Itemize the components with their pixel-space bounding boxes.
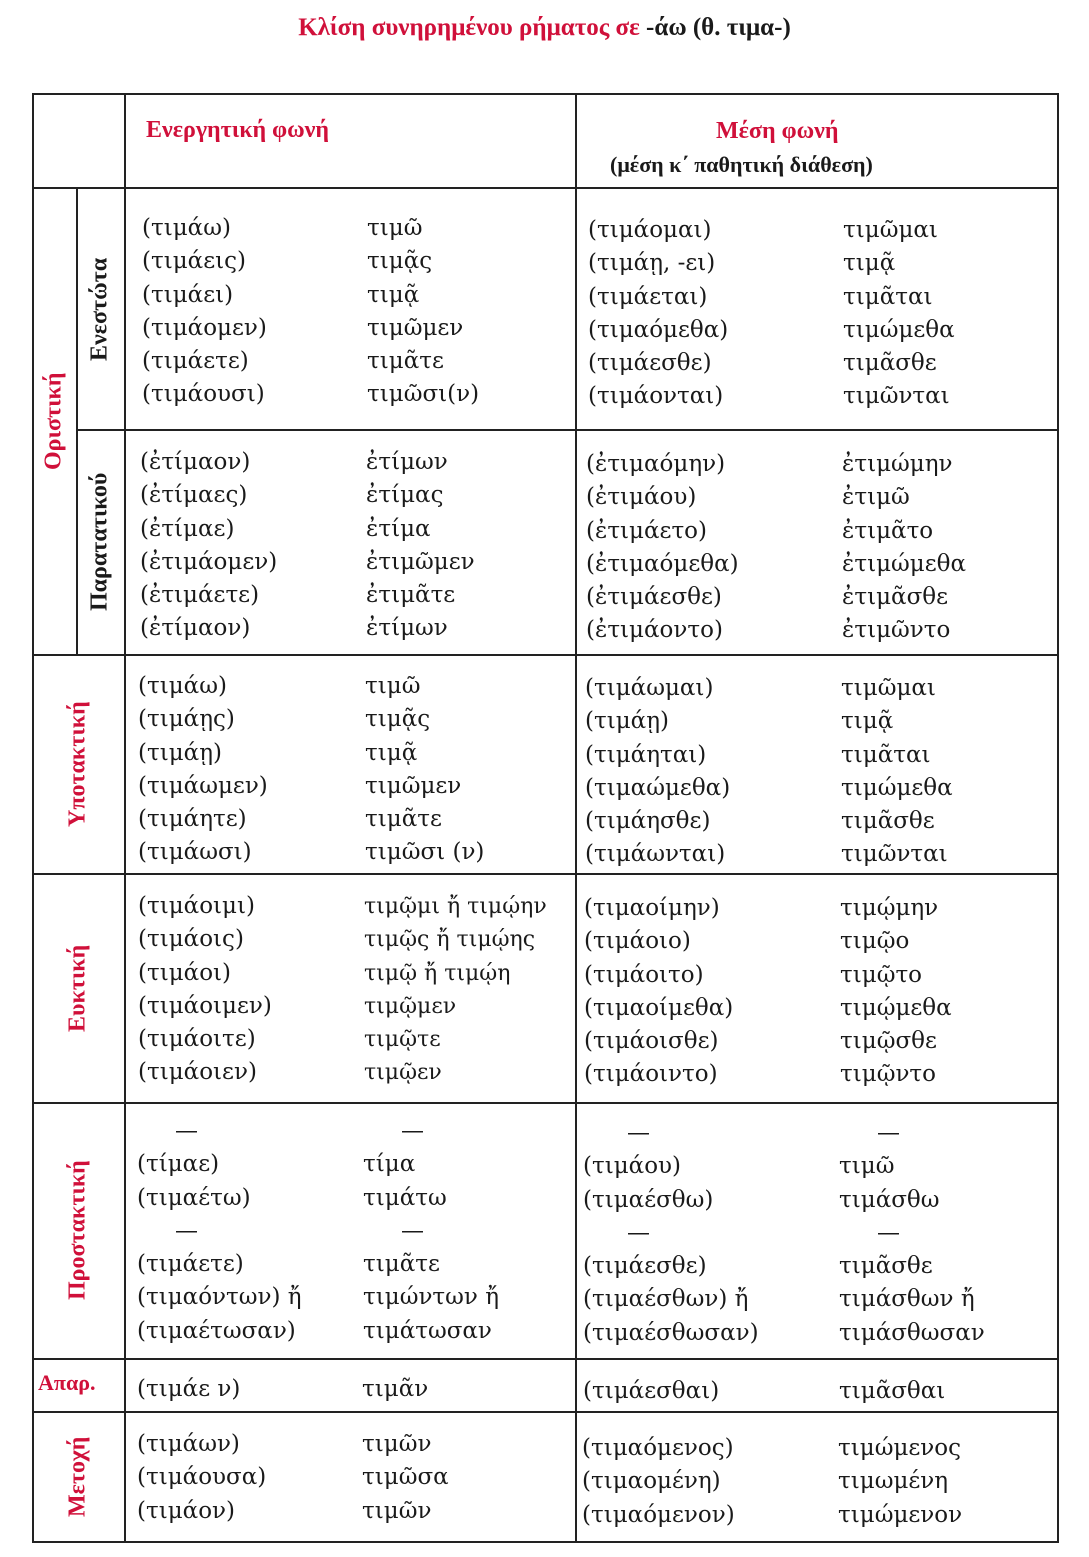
list-item: (τιμαοίμεθα): [584, 994, 734, 1021]
list-item: τιμάσθων ἤ: [839, 1286, 975, 1313]
present-middle-contracted: [843, 214, 955, 414]
list-item: ἐτιμώμεθα: [842, 550, 967, 577]
list-item: (τιμάοιμεν): [138, 992, 272, 1019]
list-item: τιμῷεν: [364, 1060, 442, 1086]
list-item: (τιμάῃ): [138, 739, 222, 766]
list-item: ἐτιμώμην: [842, 451, 953, 477]
list-item: τιμάτω: [363, 1184, 447, 1211]
list-item: ἐτιμῶ: [842, 484, 910, 511]
list-item: τιμῷτο: [840, 961, 923, 988]
subjunctive-active-contracted: [365, 670, 484, 870]
list-item: (τιμάωμαι): [585, 675, 714, 701]
list-item: τιμᾶτε: [365, 806, 442, 833]
imperative-active-full: [137, 1115, 302, 1348]
list-item: (τιμάετε): [137, 1251, 244, 1278]
list-item: τιμῷμι ἤ τιμῴην: [364, 894, 547, 919]
list-item: τιμᾷ: [367, 281, 420, 308]
list-item: τιμᾶται: [841, 741, 931, 768]
list-item: (τιμαέσθωσαν): [583, 1319, 759, 1346]
list-item: (τιμάῃ): [585, 708, 669, 735]
list-item: τιμῷμεν: [364, 993, 457, 1019]
label-participle: Μετοχή: [64, 1436, 91, 1517]
list-item: (τιμάε ν): [137, 1376, 241, 1402]
list-item: (τιμάονται): [588, 383, 724, 410]
list-item: τιμάσθωσαν: [839, 1319, 985, 1346]
list-item: τιμώμεθα: [841, 774, 953, 801]
list-item: τιμῴμεθα: [840, 994, 952, 1021]
list-item: (τιμάουσι): [142, 381, 265, 408]
infinitive-active-contracted: [362, 1373, 428, 1406]
list-item: (τιμάεσθε): [583, 1253, 707, 1280]
optative-middle-contracted: [840, 892, 952, 1092]
list-item: (τιμαώμεθα): [585, 774, 731, 801]
list-item: τιμῷσθε: [840, 1028, 937, 1055]
list-item: τιμῶμαι: [841, 675, 936, 701]
list-item: (τιμάῃς): [138, 706, 235, 733]
list-item: (τιμαόμεθα): [588, 316, 729, 343]
list-item: (τιμάεσθε): [588, 350, 712, 377]
list-item: (τιμάησθε): [585, 808, 711, 835]
list-item: (τιμάητε): [138, 806, 247, 833]
list-item: (τιμάει): [142, 281, 234, 308]
list-item: (τιμάωνται): [585, 841, 726, 868]
list-item: τιμῷντο: [840, 1061, 936, 1088]
list-item: (τιμάοισθε): [584, 1028, 719, 1055]
label-indicative: Οριστική: [40, 372, 67, 470]
imperfect-middle-contracted: [842, 448, 966, 648]
imperfect-middle-full: [586, 448, 739, 648]
subjunctive-active-full: [138, 670, 268, 870]
list-item: τιμῶν: [362, 1431, 432, 1457]
list-item: τιμᾶσθαι: [839, 1378, 946, 1404]
list-item: (τιμαέσθων) ἤ: [583, 1286, 749, 1313]
list-item: τιμᾶσθε: [841, 808, 935, 835]
list-item: (τιμάοιεν): [138, 1059, 257, 1086]
list-item: (τιμάω): [142, 215, 231, 241]
imperative-middle-full: [583, 1117, 759, 1350]
list-item: (τίμαε): [137, 1151, 220, 1178]
list-item: ἐτιμᾶτο: [842, 517, 934, 544]
imperative-active-contracted: [363, 1115, 499, 1348]
list-item: τιμώντων ἤ: [363, 1284, 499, 1311]
list-item: (ἐτιμάετο): [586, 517, 707, 544]
dash: —: [401, 1118, 424, 1144]
list-item: (τιμαέτω): [137, 1184, 251, 1211]
infinitive-middle-contracted: [839, 1375, 945, 1408]
list-item: τιμῶσι (ν): [365, 839, 485, 866]
list-item: (ἐτιμαόμεθα): [586, 550, 739, 577]
list-item: ἐτίμα: [366, 515, 431, 542]
list-item: τιμᾷ: [365, 739, 418, 766]
list-item: τιμῶ: [365, 673, 421, 699]
title-ending: -άω (θ. τιμα-): [646, 14, 791, 41]
list-item: ἐτίμας: [366, 482, 444, 509]
list-item: τιμῶμεν: [367, 314, 464, 341]
list-item: (ἐτίμαον): [140, 449, 251, 475]
list-item: τιμᾷς: [367, 248, 433, 275]
list-item: τιμῷο: [840, 928, 910, 955]
list-item: τιμῴμην: [840, 895, 939, 921]
list-item: (τιμαομένη): [582, 1468, 721, 1495]
label-imperative: Προστακτική: [64, 1160, 91, 1301]
list-item: τιμώμενον: [838, 1501, 963, 1528]
list-item: (τιμάομαι): [588, 217, 712, 243]
list-item: (ἐτιμαόμην): [586, 451, 726, 477]
list-item: τιμώμενος: [838, 1435, 962, 1461]
optative-middle-full: [584, 892, 733, 1092]
list-item: (τιμάομεν): [142, 314, 267, 341]
dash: —: [877, 1219, 900, 1246]
list-item: τιμᾷ: [843, 250, 896, 277]
list-item: τιμῷ ἤ τιμῴη: [364, 960, 511, 986]
dash: —: [877, 1120, 900, 1146]
label-subjunctive: Υποτακτική: [64, 701, 91, 827]
list-item: (ἐτίμαες): [140, 482, 248, 509]
list-item: τιμῶ: [367, 215, 423, 241]
list-item: τιμᾶται: [843, 283, 933, 310]
label-present: Ενεστώτα: [86, 257, 113, 361]
list-item: (τιμάετε): [142, 348, 249, 375]
imperative-middle-contracted: [839, 1117, 985, 1350]
list-item: τιμῶνται: [843, 383, 950, 410]
participle-middle-contracted: [838, 1432, 962, 1532]
list-item: (ἐτίμαε): [140, 515, 235, 542]
list-item: τιμῷς ἤ τιμῴης: [364, 927, 536, 953]
list-item: τιμᾶτε: [367, 348, 444, 375]
list-item: (τιμάοιτε): [138, 1026, 256, 1053]
list-item: (τιμαόμενος): [582, 1435, 734, 1461]
present-active-full: [142, 212, 267, 412]
active-voice-header: Ενεργητική φωνή: [146, 117, 330, 143]
list-item: (ἐτιμάομεν): [140, 548, 278, 575]
list-item: (τιμάηται): [585, 741, 707, 768]
subjunctive-middle-full: [585, 672, 730, 872]
list-item: (τιμάοιτο): [584, 961, 704, 988]
list-item: (τιμαόμενον): [582, 1501, 735, 1528]
list-item: (τιμάω): [138, 673, 227, 699]
list-item: (ἐτιμάου): [586, 484, 697, 511]
participle-active-full: [137, 1428, 266, 1528]
list-item: ἐτιμᾶσθε: [842, 584, 949, 611]
list-item: τιμῶνται: [841, 841, 948, 868]
list-item: (τιμάου): [583, 1153, 681, 1180]
list-item: (ἐτιμάετε): [140, 582, 260, 609]
list-item: τιμᾶν: [362, 1376, 429, 1402]
optative-active-full: [138, 890, 272, 1090]
list-item: τιμάτωσαν: [363, 1317, 492, 1344]
present-active-contracted: [367, 212, 479, 412]
subjunctive-middle-contracted: [841, 672, 953, 872]
list-item: (τιμάοιντο): [584, 1061, 718, 1088]
list-item: τιμῶν: [362, 1497, 432, 1524]
list-item: (τιμάοιο): [584, 928, 691, 955]
list-item: ἐτιμῶντο: [842, 617, 951, 644]
list-item: ἐτίμων: [366, 449, 448, 475]
list-item: (τιμάοις): [138, 926, 244, 953]
list-item: τιμῶσα: [362, 1464, 449, 1491]
list-item: (τιμάεις): [142, 248, 246, 275]
label-imperfect: Παρατατικού: [86, 472, 113, 612]
infinitive-middle-full: [583, 1375, 719, 1408]
list-item: τιμῶμαι: [843, 217, 938, 243]
list-item: (τιμάοι): [138, 959, 232, 986]
list-item: (ἐτιμάοντο): [586, 617, 723, 644]
participle-middle-full: [582, 1432, 735, 1532]
title-main: Κλίση συνηρημένου ρήματος σε: [298, 14, 640, 41]
list-item: ἐτιμᾶτε: [366, 582, 456, 609]
label-optative: Ευκτική: [64, 944, 91, 1032]
present-middle-full: [588, 214, 728, 414]
participle-active-contracted: [362, 1428, 449, 1528]
imperfect-active-full: [140, 446, 277, 646]
list-item: (τιμαέσθω): [583, 1186, 714, 1213]
list-item: (τιμάεται): [588, 283, 708, 310]
list-item: τιμῶσι(ν): [367, 381, 480, 408]
dash: —: [627, 1219, 650, 1246]
list-item: ἐτιμῶμεν: [366, 548, 475, 575]
list-item: ἐτίμων: [366, 615, 448, 642]
list-item: (τιμάον): [137, 1497, 235, 1524]
list-item: (τιμαέτωσαν): [137, 1317, 296, 1344]
list-item: τιμᾷ: [841, 708, 894, 735]
middle-voice-subheader: (μέση κ΄ παθητική διάθεση): [610, 152, 873, 177]
imperfect-active-contracted: [366, 446, 475, 646]
list-item: (ἐτίμαον): [140, 615, 251, 642]
dash: —: [175, 1217, 198, 1244]
list-item: τιμᾷς: [365, 706, 431, 733]
list-item: τιμάσθω: [839, 1186, 940, 1213]
list-item: (τιμαοίμην): [584, 895, 720, 921]
list-item: (ἐτιμάεσθε): [586, 584, 722, 611]
list-item: (τιμάωμεν): [138, 772, 268, 799]
list-item: τιμῷτε: [364, 1027, 441, 1053]
list-item: (τιμάεσθαι): [583, 1378, 720, 1404]
list-item: τίμα: [363, 1151, 416, 1178]
list-item: τιμᾶσθε: [839, 1253, 933, 1280]
list-item: τιμᾶσθε: [843, 350, 937, 377]
list-item: τιμᾶτε: [363, 1251, 440, 1278]
label-infinitive: Απαρ.: [38, 1370, 96, 1395]
middle-voice-header: Μέση φωνή: [716, 118, 839, 144]
list-item: τιμώμεθα: [843, 316, 955, 343]
list-item: τιμῶ: [839, 1153, 895, 1180]
list-item: (τιμάωσι): [138, 839, 252, 866]
list-item: (τιμάων): [137, 1431, 240, 1457]
infinitive-active-full: [137, 1373, 240, 1406]
list-item: (τιμάῃ, -ει): [588, 250, 716, 277]
list-item: (τιμαόντων) ἤ: [137, 1284, 302, 1311]
optative-active-contracted: [364, 890, 547, 1090]
list-item: (τιμάοιμι): [138, 893, 255, 919]
dash: —: [401, 1217, 424, 1244]
list-item: τιμωμένη: [838, 1468, 949, 1495]
dash: —: [627, 1120, 650, 1146]
list-item: τιμῶμεν: [365, 772, 462, 799]
list-item: (τιμάουσα): [137, 1464, 267, 1491]
dash: —: [175, 1118, 198, 1144]
